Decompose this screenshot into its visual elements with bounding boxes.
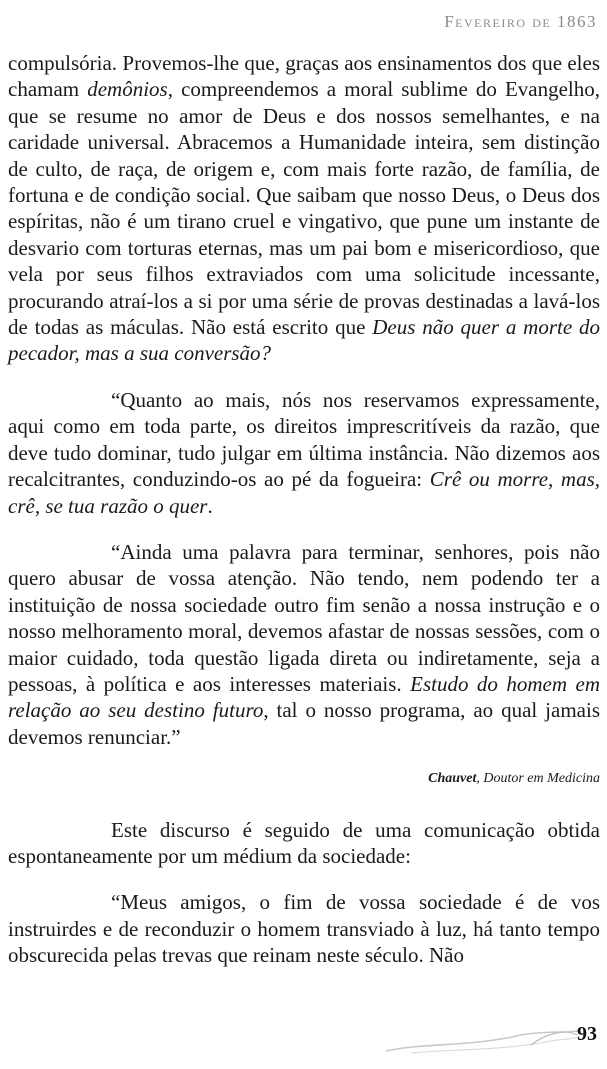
paragraph-1	[8, 50, 600, 367]
paragraph-2-italic: Crê ou morre, mas, crê, se tua razão o quer	[8, 467, 600, 518]
paragraph-1-italic-a: demônios	[87, 77, 168, 102]
signature-title: , Doutor em Medicina	[476, 771, 600, 787]
swash-ornament-icon	[381, 1021, 581, 1061]
running-header: Fevereiro de 1863	[444, 12, 597, 31]
signature	[8, 766, 600, 792]
page-body	[8, 50, 600, 969]
page-number: 93	[577, 1023, 597, 1045]
paragraph-1-italic-b: Deus não quer a morte do pecador, mas a sua conversão?	[8, 315, 600, 366]
paragraph-1-text-a: compulsória. Provemos-lhe que, graças aos ensinamentos dos que eles chamam	[8, 51, 600, 102]
paragraph-3-italic: Estudo do homem em relação ao seu destino futuro	[8, 671, 600, 723]
signature-name: Chauvet	[428, 771, 477, 787]
paragraph-5	[8, 889, 600, 968]
paragraph-3-text-b: , tal o nosso programa, ao qual jamais devemos renunciar.”	[8, 698, 600, 749]
paragraph-3-text-a: “Ainda uma palavra para terminar, senhores, pois não quero abusar de vossa atenção. Não tendo, nem podendo ter a instituição de nossa sociedade outro fim senão a nossa instrução e o nosso melhoramento moral, devemos afastar de nossas sessões, com o maior cuidado, toda questão ligada direta ou indiretamente, seja a pessoas, à política e aos interesses materiais.	[8, 539, 600, 696]
paragraph-5-text: “Meus amigos, o fim de vossa sociedade é de vos instruirdes e de reconduzir o homem transviado à luz, há tanto tempo obscurecida pelas trevas que reinam neste século. Não	[8, 890, 600, 968]
paragraph-1-text-b: , compreendemos a moral sublime do Evangelho, que se resume no amor de Deus e dos nossos semelhantes, e na caridade universal. Abracemos a Humanidade inteira, sem distinção de culto, de raça, de origem e, com mais forte razão, de família, de fortuna e de condição social. Que saibam que nosso Deus, o Deus dos espíritas, não é um tirano cruel e vingativo, que pune um instante de desvario com torturas eternas, mas um pai bom e misericordioso, que vela por seus filhos extraviados com uma solicitude incessante, procurando atraí-los a si por uma série de provas destinadas a lavá-los de todas as máculas. Não está escrito que	[8, 77, 600, 340]
page-footer	[381, 1021, 601, 1061]
paragraph-4-text: Este discurso é seguido de uma comunicação obtida espontaneamente por um médium da sociedade:	[8, 817, 600, 868]
paragraph-2-text-b: .	[207, 493, 213, 518]
paragraph-2-text-a: “Quanto ao mais, nós nos reservamos expressamente, aqui como em toda parte, os direitos imprescritíveis da razão, que deve tudo dominar, tudo julgar em última instância. Não dizemos aos recalcitrantes, conduzindo-os ao pé da fogueira:	[8, 387, 600, 492]
paragraph-2	[8, 387, 600, 519]
paragraph-4	[8, 817, 600, 870]
paragraph-3	[8, 539, 600, 750]
